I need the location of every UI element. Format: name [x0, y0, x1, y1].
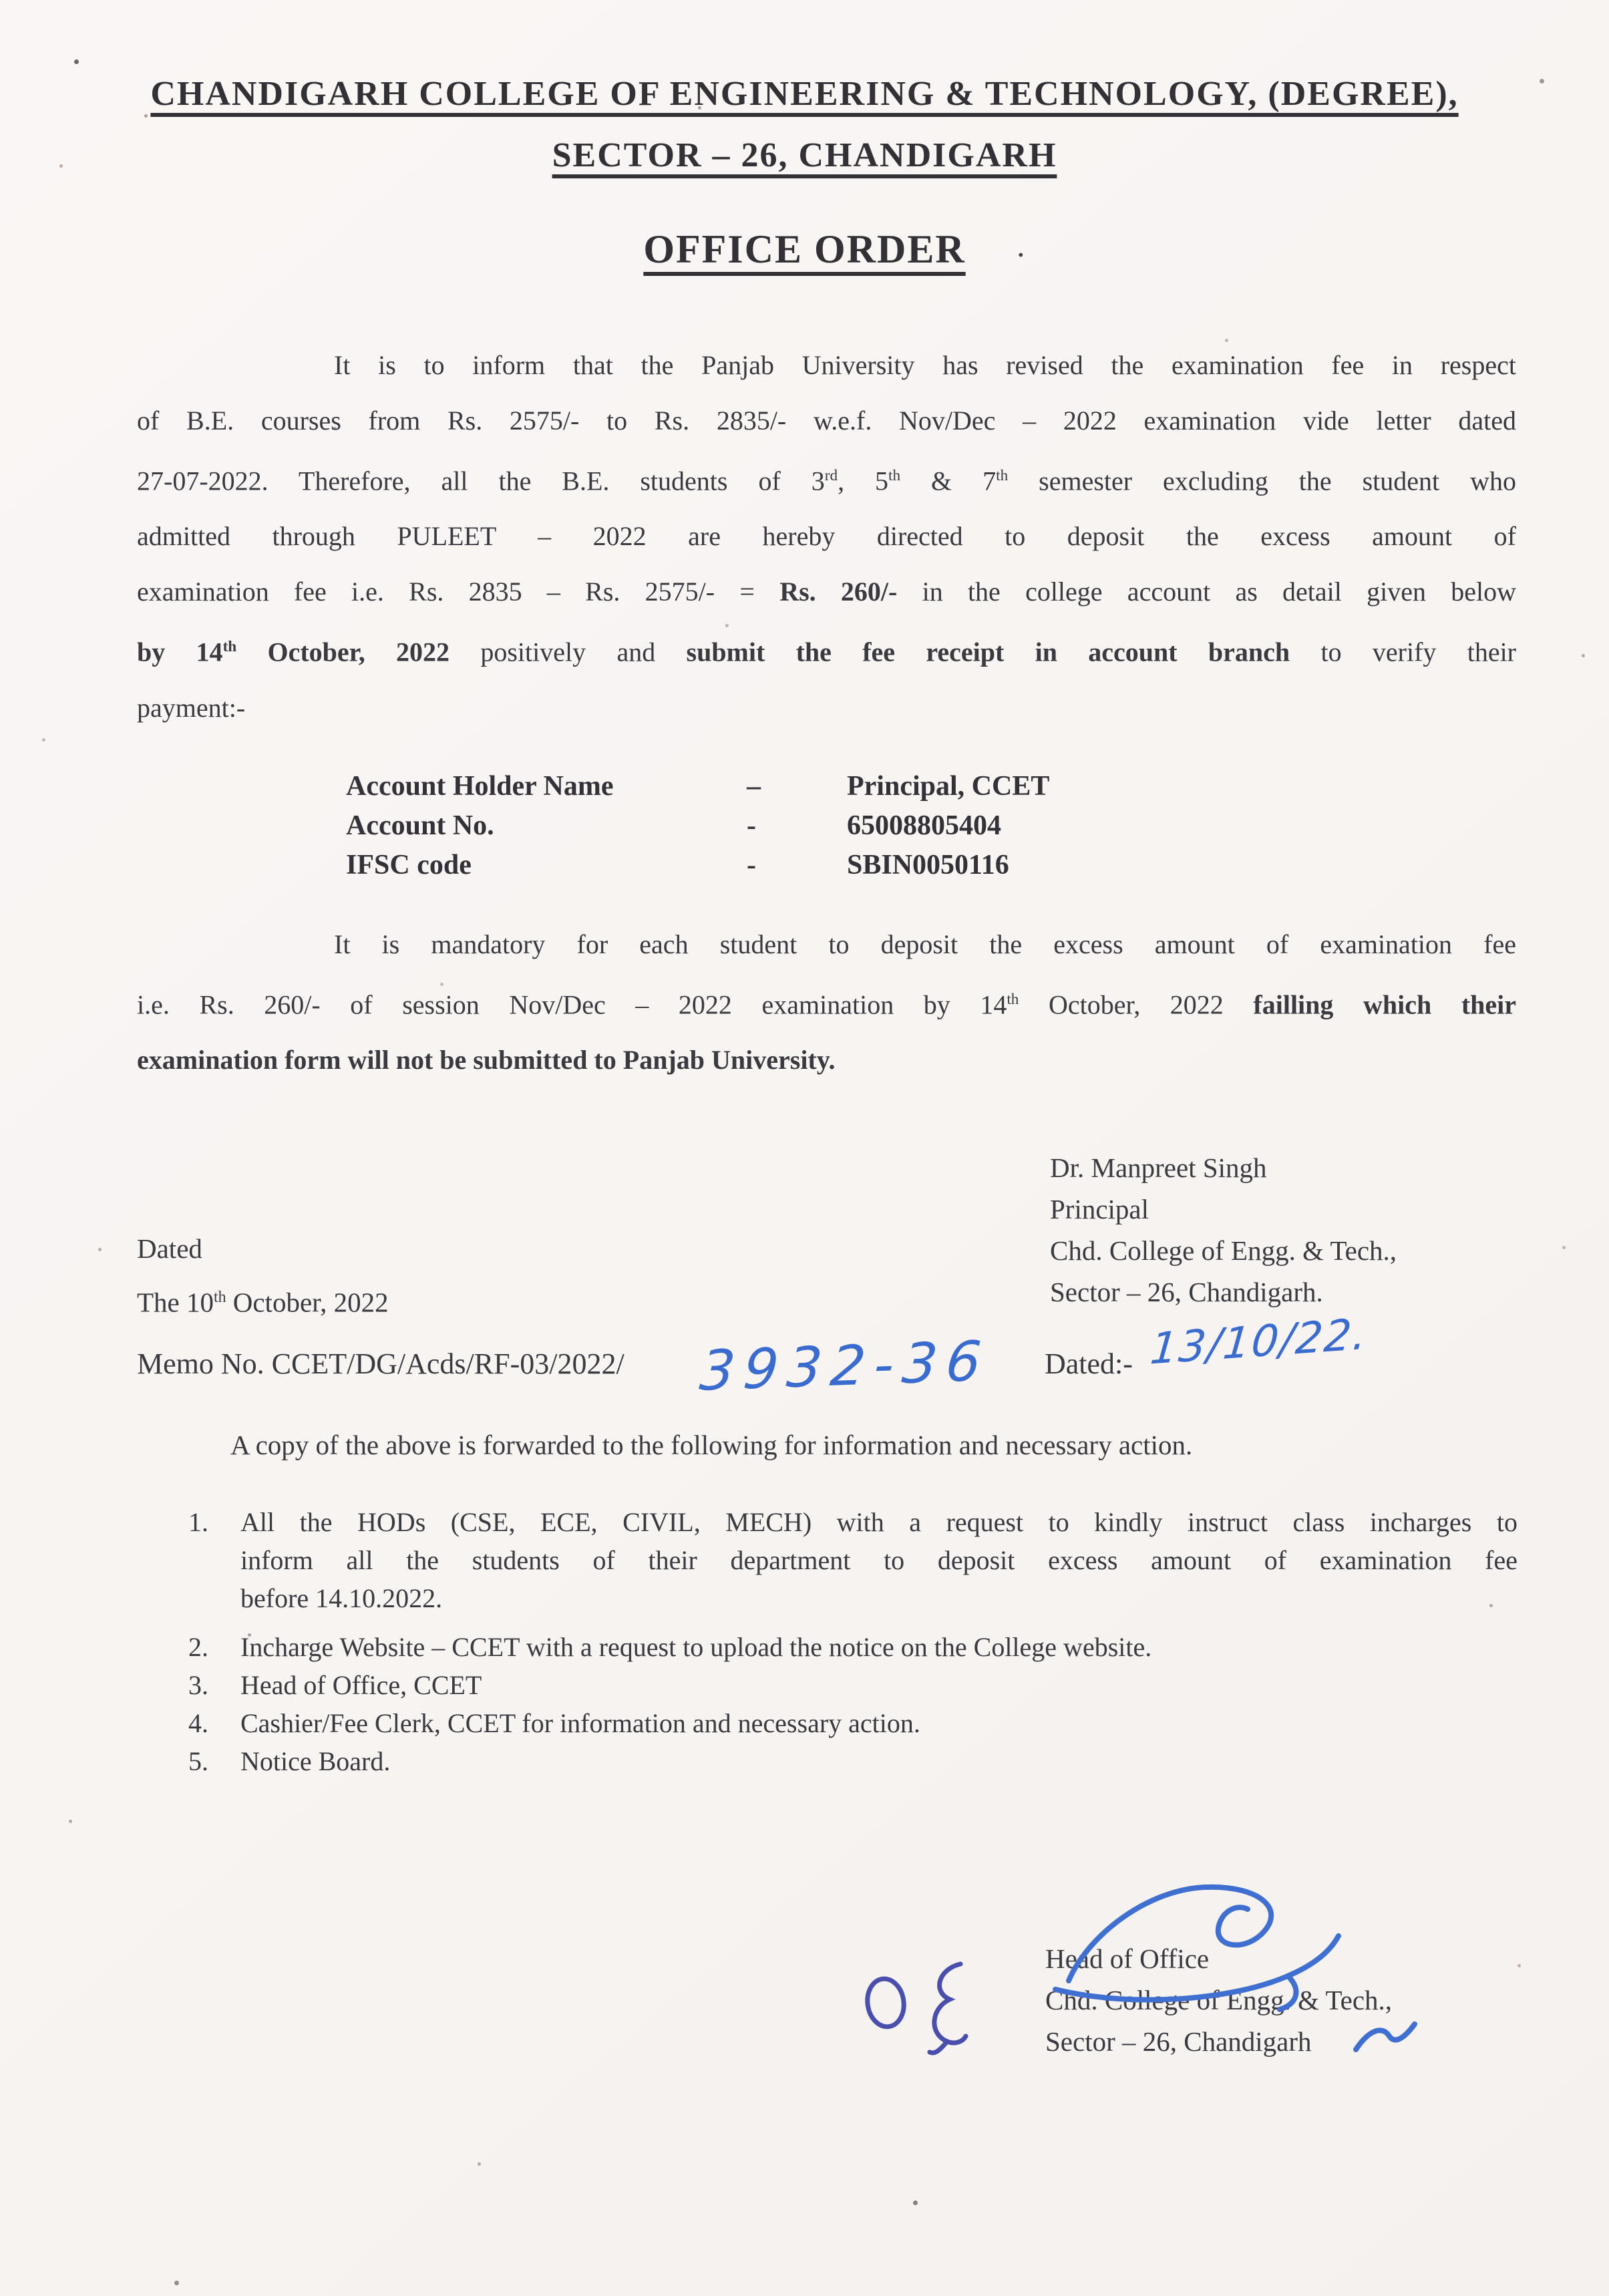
signatory-title: Principal: [1050, 1194, 1149, 1224]
text-line: examination fee i.e. Rs. 2835 – Rs. 2575/- = Rs. 260/- in the college account as detail given below: [137, 577, 1516, 607]
college-name-line2: [0, 125, 1609, 186]
text-line: inform all the students of their department to deposit excess amount of examination fee: [240, 1545, 1517, 1575]
text-line: It is mandatory for each student to deposit the excess amount of examination fee: [334, 929, 1516, 959]
item-text: [240, 1503, 1517, 1617]
document-title-text: OFFICE ORDER: [643, 227, 966, 271]
account-label: Account No.: [346, 810, 494, 841]
text-line: Incharge Website – CCET with a request to upload the notice on the College website.: [240, 1632, 1152, 1662]
text-line: 27-07-2022. Therefore, all the B.E. students of 3rd, 5th & 7th semester excluding the student who: [137, 466, 1516, 496]
distribution-item: [188, 1628, 1517, 1666]
text-line: i.e. Rs. 260/- of session Nov/Dec – 2022 examination by 14th October, 2022 failling which their: [137, 989, 1517, 1020]
account-label: Account Holder Name: [346, 771, 614, 802]
scan-speckles: [0, 0, 2, 2]
text-line: of B.E. courses from Rs. 2575/- to Rs. 2835/- w.e.f. Nov/Dec – 2022 examination vide letter dated: [137, 405, 1516, 436]
account-details: [346, 767, 1049, 885]
distribution-item: [188, 1666, 1517, 1704]
dated-label: Dated: [137, 1233, 202, 1264]
item-number: 3.: [188, 1670, 208, 1700]
office-head-title: Head of Office: [1045, 1943, 1210, 1974]
document-title: [0, 226, 1609, 273]
forward-note: A copy of the above is forwarded to the following for information and necessary action.: [230, 1430, 1193, 1460]
item-number: 5.: [188, 1746, 208, 1776]
letterhead: [0, 63, 1609, 186]
text-line: admitted through PULEET – 2022 are hereby directed to deposit the excess amount of: [137, 521, 1516, 552]
text-line: payment:-: [137, 692, 246, 723]
college-name-line1: [0, 63, 1609, 125]
dated-value: [137, 1270, 389, 1331]
account-value: Principal, CCET: [847, 771, 1050, 802]
signatory-name: Dr. Manpreet Singh: [1050, 1152, 1267, 1183]
text-line: Cashier/Fee Clerk, CCET for information and necessary action.: [240, 1708, 920, 1738]
account-row: [346, 806, 1049, 846]
text-line: examination form will not be submitted to Panjab University.: [137, 1045, 836, 1076]
text-line: Notice Board.: [240, 1746, 391, 1776]
dated-block: [137, 1227, 389, 1331]
account-label: IFSC code: [346, 850, 472, 880]
paragraph-1: [137, 337, 1516, 735]
item-text: [240, 1742, 1517, 1780]
college-address-text: SECTOR – 26, CHANDIGARH: [552, 136, 1057, 174]
text-line: All the HODs (CSE, ECE, CIVIL, MECH) with a request to kindly instruct class incharges to: [240, 1507, 1517, 1537]
item-text: [240, 1666, 1517, 1704]
account-sep: -: [747, 810, 756, 841]
account-sep: –: [747, 771, 761, 802]
account-value: 65008805404: [847, 810, 1001, 841]
distribution-item: [188, 1704, 1517, 1742]
text-line: by 14th October, 2022 positively and submit the fee receipt in account branch to verify their: [137, 637, 1517, 667]
account-row: [346, 767, 1049, 806]
account-sep: -: [747, 850, 756, 880]
distribution-item: [188, 1742, 1517, 1780]
account-value: SBIN0050116: [847, 850, 1009, 880]
memo-number-printed: Memo No. CCET/DG/Acds/RF-03/2022/: [137, 1347, 624, 1380]
memo-dated-label: Dated:-: [1045, 1347, 1133, 1380]
text-line: The 10th October, 2022: [137, 1287, 389, 1318]
text-line: It is to inform that the Panjab University has revised the examination fee in respect: [334, 350, 1516, 380]
paragraph-2: [137, 917, 1516, 1088]
text-line: before 14.10.2022.: [240, 1583, 443, 1613]
account-row: [346, 846, 1049, 885]
college-name-text: CHANDIGARH COLLEGE OF ENGINEERING & TECHNOLOGY, (DEGREE),: [150, 75, 1459, 113]
item-number: 2.: [188, 1632, 208, 1662]
memo-date-handwritten: 13/10/22.: [1148, 1309, 1370, 1375]
signatory-address: Sector – 26, Chandigarh.: [1050, 1277, 1323, 1307]
text-line: Head of Office, CCET: [240, 1670, 482, 1700]
item-text: [240, 1704, 1517, 1742]
item-number: 4.: [188, 1708, 208, 1738]
office-head-block: [1045, 1938, 1392, 2062]
item-text: [240, 1628, 1517, 1666]
office-head-org: Chd. College of Engg. & Tech.,: [1045, 1985, 1393, 2015]
signatory-org: Chd. College of Engg. & Tech.,: [1050, 1235, 1397, 1266]
ink-dot: ·: [1015, 236, 1027, 273]
memo-number-handwritten: 3932-36: [697, 1329, 993, 1404]
initials-mark: [864, 1964, 966, 2053]
signatory-block: [1050, 1147, 1397, 1313]
distribution-item: [188, 1503, 1517, 1617]
item-number: 1.: [188, 1507, 208, 1537]
distribution-list: [188, 1503, 1517, 1780]
office-head-address: Sector – 26, Chandigarh: [1045, 2026, 1312, 2057]
